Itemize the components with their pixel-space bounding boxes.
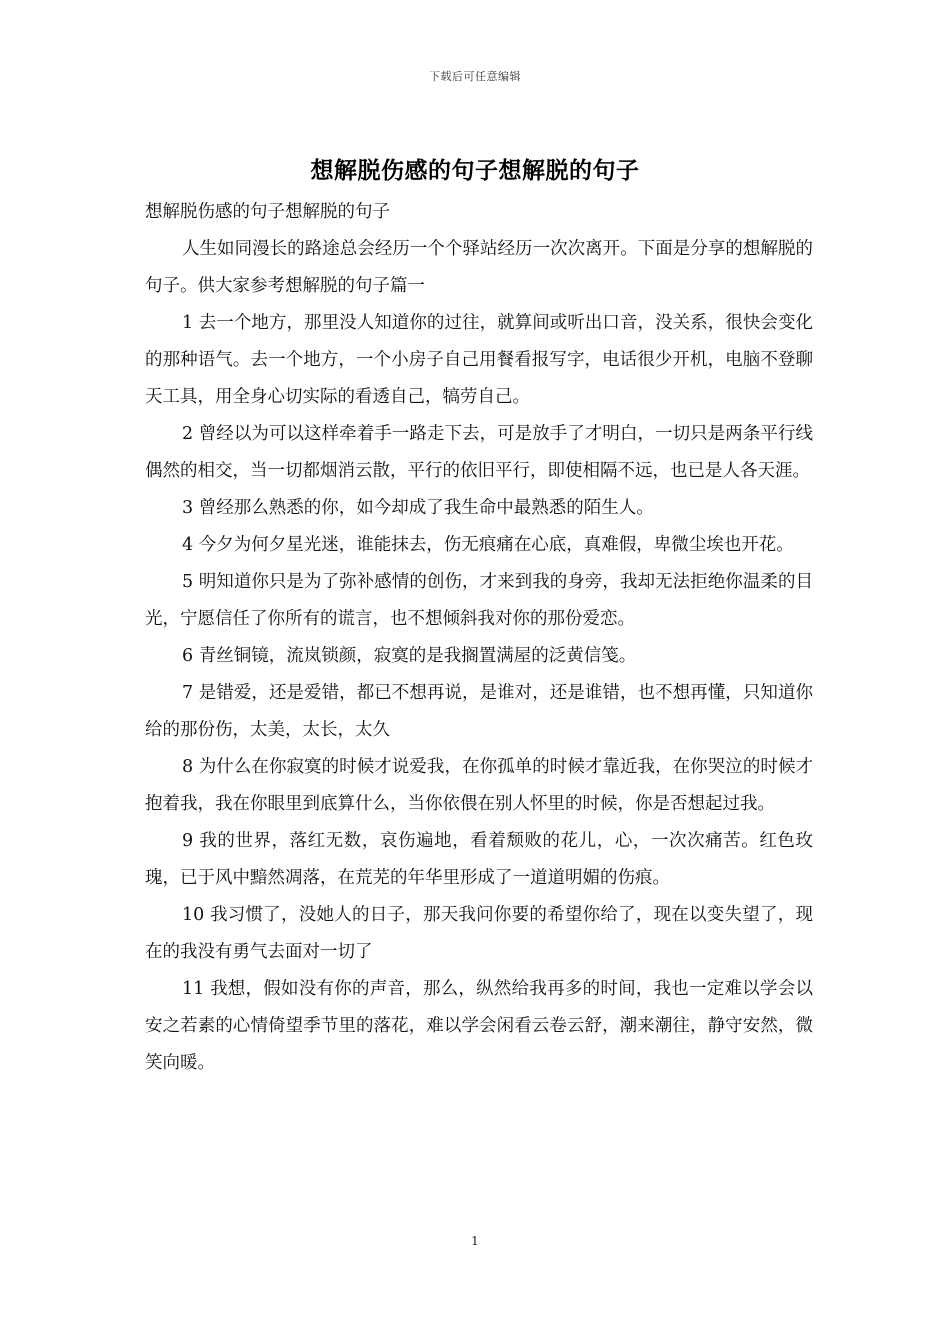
- header-note: 下载后可任意编辑: [429, 70, 521, 83]
- paragraph-1: 1 去一个地方，那里没人知道你的过往，就算间或听出口音，没关系，很快会变化的那种语气。去一个地方，一个小房子自己用餐看报写字，电话很少开机，电脑不登聊天工具，用全身心切实际的看透自己，犒劳自己。: [145, 313, 813, 407]
- paragraph-9: 9 我的世界，落红无数，哀伤遍地，看着颓败的花儿，心，一次次痛苦。红色玫瑰，已于风中黯然凋落，在荒芜的年华里形成了一道道明媚的伤痕。: [145, 831, 813, 888]
- paragraph-intro: 人生如同漫长的路途总会经历一个个驿站经历一次次离开。下面是分享的想解脱的句子。供大家参考想解脱的句子篇一: [145, 239, 813, 296]
- document-subtitle: 想解脱伤感的句子想解脱的句子: [145, 202, 390, 222]
- page-number: 1: [471, 1234, 479, 1248]
- paragraph-3: 3 曾经那么熟悉的你，如今却成了我生命中最熟悉的陌生人。: [182, 498, 654, 518]
- document-body: [145, 194, 813, 1082]
- paragraph-4: 4 今夕为何夕星光迷，谁能抹去，伤无痕痛在心底，真难假，卑微尘埃也开花。: [182, 535, 794, 555]
- paragraph-10: 10 我习惯了，没她人的日子，那天我问你要的希望你给了，现在以变失望了，现在的我没有勇气去面对一切了: [145, 905, 813, 962]
- paragraph-2: 2 曾经以为可以这样牵着手一路走下去，可是放手了才明白，一切只是两条平行线偶然的相交，当一切都烟消云散，平行的依旧平行，即使相隔不远，也已是人各天涯。: [145, 424, 813, 481]
- paragraph-8: 8 为什么在你寂寞的时候才说爱我，在你孤单的时候才靠近我，在你哭泣的时候才抱着我，我在你眼里到底算什么，当你依偎在别人怀里的时候，你是否想起过我。: [145, 757, 813, 814]
- paragraph-7: 7 是错爱，还是爱错，都已不想再说，是谁对，还是谁错，也不想再懂，只知道你给的那份伤，太美，太长，太久: [145, 683, 813, 740]
- paragraph-5: 5 明知道你只是为了弥补感情的创伤，才来到我的身旁，我却无法拒绝你温柔的目光，宁愿信任了你所有的谎言，也不想倾斜我对你的那份爱恋。: [145, 572, 813, 629]
- document-title: 想解脱伤感的句子想解脱的句子: [310, 157, 640, 184]
- paragraph-11: 11 我想，假如没有你的声音，那么，纵然给我再多的时间，我也一定难以学会以安之若素的心情倚望季节里的落花，难以学会闲看云卷云舒，潮来潮往，静守安然，微笑向暖。: [145, 979, 813, 1073]
- paragraph-6: 6 青丝铜镜，流岚锁颜，寂寞的是我搁置满屋的泛黄信笺。: [182, 646, 637, 666]
